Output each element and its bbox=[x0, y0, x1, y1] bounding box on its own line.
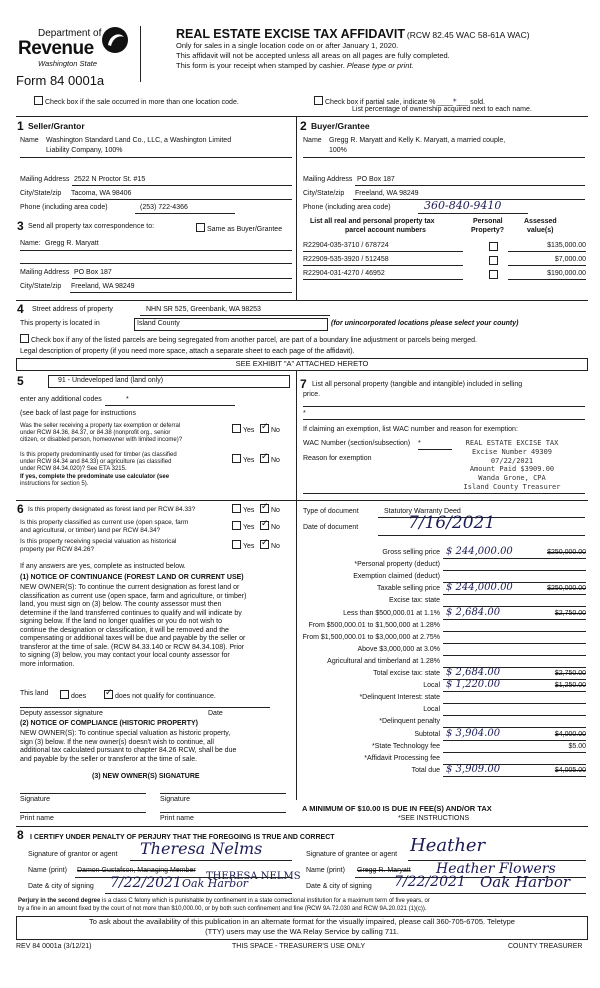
personal-property-value[interactable]: * bbox=[303, 410, 306, 417]
multi-location-checkbox[interactable]: Check box if the sale occurred in more than one location code. bbox=[34, 96, 239, 107]
calc-row-label: *Affidavit Processing fee bbox=[364, 754, 440, 762]
grantor-signature[interactable]: Theresa Nelms bbox=[140, 839, 263, 858]
minimum-due: A MINIMUM OF $10.00 IS DUE IN FEE(S) AND/OR TAX bbox=[302, 804, 492, 813]
owner-signature-2[interactable]: Signature bbox=[160, 796, 190, 803]
partial-sale-checkbox[interactable]: Check box if partial sale, indicate % ____*___ sold. bbox=[314, 96, 485, 107]
seller-mailing[interactable]: 2522 N Proctor St. #15 bbox=[74, 176, 146, 183]
parcel-row[interactable]: R22904-035-3710 / 678724 bbox=[303, 242, 389, 249]
section-3-number: 3 bbox=[17, 219, 24, 233]
legal-label: Legal description of property (if you need more space, attach a separate sheet to each page of the affidavit). bbox=[20, 348, 355, 355]
calc-row-original: $4,000.00 bbox=[554, 730, 586, 738]
q5-calculator-note: If yes, complete the predominate use calculator (see instructions for section 5). bbox=[20, 474, 170, 488]
correspondence-name[interactable]: Gregg R. Maryatt bbox=[45, 240, 99, 247]
seller-name-line2[interactable]: Liability Company, 100% bbox=[46, 147, 123, 154]
grantee-print-label: Name (print) bbox=[306, 867, 345, 874]
seller-mailing-label: Mailing Address bbox=[20, 176, 70, 183]
grantee-print-typed: Gregg R. Maryatt bbox=[357, 867, 411, 874]
this-land-label: This land bbox=[20, 690, 49, 697]
calc-row-original: $250,000.00 bbox=[547, 549, 586, 556]
exemption-label: If claiming an exemption, list WAC number and reason for exemption: bbox=[303, 426, 518, 433]
q6-forest-no[interactable]: ✓ No bbox=[260, 504, 280, 515]
seller-name-label: Name bbox=[20, 137, 39, 144]
doc-date-label: Date of document bbox=[303, 524, 359, 531]
calc-row-label: *Personal property (deduct) bbox=[354, 561, 440, 569]
parcel-personal-checkbox[interactable] bbox=[489, 242, 500, 253]
same-as-buyer-checkbox[interactable]: Same as Buyer/Grantee bbox=[196, 223, 282, 234]
calc-row-label: Excise tax: state bbox=[389, 597, 440, 605]
form-subtitle-2: This affidavit will not be accepted unless all areas on all pages are fully completed. bbox=[176, 51, 450, 60]
county-value: Island County bbox=[137, 320, 180, 327]
q6-current-use-yes[interactable]: Yes bbox=[232, 521, 254, 532]
calc-row-label: Taxable selling price bbox=[376, 585, 440, 593]
form-subtitle-1: Only for sales in a single location code on or after January 1, 2020. bbox=[176, 41, 399, 50]
q5-timber-yes[interactable]: Yes bbox=[232, 454, 254, 465]
q6-historic-yes[interactable]: Yes bbox=[232, 540, 254, 551]
calc-row-label: Gross selling price bbox=[382, 549, 440, 556]
buyer-phone-label: Phone (including area code) bbox=[303, 204, 391, 211]
buyer-name-line1[interactable]: Gregg R. Maryatt and Kelly K. Maryatt, a married couple, bbox=[329, 137, 506, 144]
calc-row-label: Less than $500,000.01 at 1.1% bbox=[343, 609, 440, 617]
parcels-col-value-2: value(s) bbox=[527, 227, 554, 234]
see-instructions: *SEE INSTRUCTIONS bbox=[398, 815, 470, 822]
calc-row-label: Total excise tax: state bbox=[373, 670, 440, 677]
calc-row-amount[interactable]: $ 2,684.00 bbox=[446, 667, 501, 678]
grantor-city[interactable]: Oak Harbor bbox=[182, 877, 249, 890]
grantor-signature-label: Signature of grantor or agent bbox=[28, 851, 118, 858]
q5-timber: Is this property predominantly used for timber (as classified under RCW 84.34 and 84.33) or agriculture (as classified under RCW 84.34.020)? See ETA 3215. bbox=[20, 452, 177, 473]
parcels-col-value-1: Assessed bbox=[524, 218, 557, 225]
correspondence-mailing[interactable]: PO Box 187 bbox=[74, 269, 112, 276]
calc-row-label: Agricultural and timberland at 1.28% bbox=[327, 657, 440, 665]
logo-subtitle: Washington State bbox=[38, 59, 98, 68]
section-8-number: 8 bbox=[17, 828, 24, 842]
grantor-print-label: Name (print) bbox=[28, 867, 67, 874]
revenue-logo-icon bbox=[100, 25, 130, 55]
located-label: This property is located in bbox=[20, 320, 100, 327]
calc-row-label: Local bbox=[423, 706, 440, 714]
parcel-row[interactable]: R22904-031-4270 / 46952 bbox=[303, 270, 385, 277]
calc-row-label: Subtotal bbox=[414, 730, 440, 738]
buyer-phone[interactable]: 360-840-9410 bbox=[424, 199, 502, 212]
reason-label: Reason for exemption bbox=[303, 455, 372, 462]
correspondence-city[interactable]: Freeland, WA 98249 bbox=[71, 283, 135, 290]
section-2-number: 2 bbox=[300, 119, 307, 133]
section-4-number: 4 bbox=[17, 302, 24, 316]
calc-row-amount[interactable]: $ 1,220.00 bbox=[446, 679, 501, 691]
calc-row-label: Above $3,000,000 at 3.0% bbox=[357, 645, 440, 653]
street-label: Street address of property bbox=[32, 306, 113, 313]
treasurer-stamp: REAL ESTATE EXCISE TAX Excise Number 49309 07/22/2021 Amount Paid $3909.00 Wanda Grone, CPA Island County Treasurer bbox=[463, 439, 561, 491]
any-yes-note: If any answers are yes, complete as instructed below. bbox=[20, 563, 186, 570]
parcel-value[interactable]: $135,000.00 bbox=[547, 242, 586, 249]
section-7-number: 7 bbox=[300, 377, 307, 391]
section-5-number: 5 bbox=[17, 374, 24, 388]
buyer-city-label: City/State/zip bbox=[303, 190, 345, 197]
parcel-personal-checkbox[interactable] bbox=[489, 270, 500, 281]
calc-row-original: $5.00 bbox=[568, 742, 586, 750]
correspondence-mailing-label: Mailing Address bbox=[20, 269, 70, 276]
calc-row-label: *Delinquent Interest: state bbox=[359, 694, 440, 702]
footer-county-treasurer: COUNTY TREASURER bbox=[508, 943, 583, 950]
q6-forest-yes[interactable]: Yes bbox=[232, 504, 254, 515]
footer-treasurer-space: THIS SPACE - TREASURER'S USE ONLY bbox=[232, 943, 366, 950]
logo-line1: Department of bbox=[38, 28, 102, 39]
buyer-city[interactable]: Freeland, WA 98249 bbox=[355, 190, 419, 197]
q5-exemption-yes[interactable]: Yes bbox=[232, 424, 254, 435]
certify-statement: I CERTIFY UNDER PENALTY OF PERJURY THAT THE FOREGOING IS TRUE AND CORRECT bbox=[30, 834, 335, 841]
street-address[interactable]: NHN SR 525, Greenbank, WA 98253 bbox=[146, 306, 261, 313]
seller-heading: Seller/Grantor bbox=[28, 121, 85, 131]
q6-historic: Is this property receiving special valuation as historical property per RCW 84.26? bbox=[20, 538, 177, 553]
perjury-notice: Perjury in the second degree is a class C felony which is punishable by confinement in a state correctional institution for a maximum term of five years, or by a fine in an amount fixed by the court of not more than $10,000.00, or by both such confinement and fine (RCW 9A.72.030 and RCW 9A.20.021 (1)(c)). bbox=[18, 898, 430, 912]
grantee-print-hand[interactable]: Heather Flowers bbox=[436, 861, 556, 877]
section-1-number: 1 bbox=[17, 119, 24, 133]
calc-row-amount[interactable]: $ 244,000.00 bbox=[446, 546, 513, 557]
q5-exemption: Was the seller receiving a property tax exemption or deferral under RCW 84.36, 84.37, or 84.38 (nonprofit org., senior citizen, or disabled person, homeowner with limited income)? bbox=[20, 423, 183, 444]
grantor-print-typed: Damon Gustafson, Managing Member bbox=[77, 867, 196, 874]
calc-row-amount[interactable]: $ 3,904.00 bbox=[446, 727, 501, 739]
parcel-value[interactable]: $190,000.00 bbox=[547, 270, 586, 277]
grantee-signature-label: Signature of grantee or agent bbox=[306, 851, 398, 858]
deputy-date-label: Date bbox=[208, 710, 223, 717]
segregated-checkbox[interactable]: Check box if any of the listed parcels are being segregated from another parcel, are part of a boundary line adjustment or parcels being merged. bbox=[20, 334, 477, 345]
notice2-title: (2) NOTICE OF COMPLIANCE (HISTORIC PROPERTY) bbox=[20, 720, 198, 727]
deputy-signature-label: Deputy assessor signature bbox=[20, 710, 103, 717]
footer-rev: REV 84 0001a (3/12/21) bbox=[16, 943, 92, 950]
grantee-signature[interactable]: Heather bbox=[410, 835, 486, 856]
calc-row-amount[interactable]: $ 3,909.00 bbox=[446, 763, 501, 775]
q6-current-use: Is this property classified as current use (open space, farm and agricultural, or timber) land per RCW 84.34? bbox=[20, 519, 189, 534]
grantor-date-label: Date & city of signing bbox=[28, 883, 94, 890]
owner-print-name-2[interactable]: Print name bbox=[160, 815, 194, 822]
form-id: Form 84 0001a bbox=[16, 73, 105, 88]
calc-row-amount[interactable]: $ 2,684.00 bbox=[446, 606, 501, 618]
accessibility-line-1: To ask about the availability of this publication in an alternate format for the visually impaired, please call 360-705-6705. Teletype bbox=[89, 917, 515, 926]
grantor-print-hand[interactable]: THERESA NELMS bbox=[206, 871, 301, 882]
see-back-note: (see back of last page for instructions bbox=[20, 410, 136, 417]
parcels-col-personal-2: Property? bbox=[471, 227, 505, 234]
parcels-heading-2: parcel account numbers bbox=[345, 227, 426, 234]
buyer-mailing[interactable]: PO Box 187 bbox=[357, 176, 395, 183]
q6-forest: Is this property designated as forest land per RCW 84.33? bbox=[28, 506, 196, 513]
seller-phone[interactable]: (253) 722-4366 bbox=[140, 204, 188, 211]
owner-signature-1[interactable]: Signature bbox=[20, 796, 50, 803]
q5-timber-no[interactable]: ✓ No bbox=[260, 454, 280, 465]
wac-value[interactable]: * bbox=[418, 440, 421, 447]
county-note: (for unincorporated locations please select your county) bbox=[331, 320, 519, 327]
section-6-number: 6 bbox=[17, 502, 24, 516]
new-owner-signature-title: (3) NEW OWNER(S) SIGNATURE bbox=[92, 773, 200, 780]
owner-print-name-1[interactable]: Print name bbox=[20, 815, 54, 822]
parcel-personal-checkbox[interactable] bbox=[489, 256, 500, 267]
calc-row-original: $250,000.00 bbox=[547, 585, 586, 593]
grantee-date[interactable]: 7/22/2021 bbox=[394, 874, 466, 890]
seller-city[interactable]: Tacoma, WA 98406 bbox=[71, 190, 132, 197]
personal-property-label-1: List all personal property (tangible and intangible) included in selling bbox=[312, 381, 523, 388]
doc-type[interactable]: Statutory Warranty Deed bbox=[384, 508, 461, 515]
calc-row-original: $2,750.00 bbox=[554, 609, 586, 617]
parcel-row[interactable]: R22909-535-3920 / 512458 bbox=[303, 256, 389, 263]
calc-row-label: Local bbox=[423, 682, 440, 690]
q6-historic-no[interactable]: ✓ No bbox=[260, 540, 280, 551]
grantee-city[interactable]: Oak Harbor bbox=[480, 873, 571, 891]
parcels-heading-1: List all real and personal property tax bbox=[310, 218, 435, 225]
correspondence-name-label: Name: bbox=[20, 240, 41, 247]
doc-date[interactable]: 7/16/2021 bbox=[408, 513, 496, 533]
additional-codes-label: enter any additional codes bbox=[20, 396, 102, 403]
use-code-value: 91 - Undeveloped land (land only) bbox=[58, 377, 164, 384]
calc-row-label: *Delinquent penalty bbox=[379, 718, 440, 726]
grantor-date[interactable]: 7/22/2021 bbox=[110, 875, 182, 891]
calc-row-label: From $500,000.01 to $1,500,000 at 1.28% bbox=[308, 621, 440, 629]
buyer-mailing-label: Mailing Address bbox=[303, 176, 353, 183]
q5-exemption-no[interactable]: ✓ No bbox=[260, 424, 280, 435]
calc-row-original: $1,250.00 bbox=[554, 682, 586, 690]
calc-row-amount[interactable]: $ 244,000.00 bbox=[446, 582, 513, 594]
grantee-date-label: Date & city of signing bbox=[306, 883, 372, 890]
seller-name-line1[interactable]: Washington Standard Land Co., LLC, a Washington Limited bbox=[46, 137, 232, 144]
logo-wordmark: Revenue bbox=[18, 38, 94, 59]
correspondence-city-label: City/State/zip bbox=[20, 283, 62, 290]
parcels-col-personal-1: Personal bbox=[473, 218, 503, 225]
calc-row-label: Total due bbox=[411, 766, 440, 774]
notice2-body: NEW OWNER(S): To continue special valuation as historic property, sign (3) below. If the new owner(s) doesn't wish to continue, all additional tax calculated pursuant to chapter 84.26 RCW, shall be due and payable by the seller or transferor at the time of sale. bbox=[20, 730, 237, 763]
calc-row-label: Exemption claimed (deduct) bbox=[353, 573, 440, 581]
buyer-heading: Buyer/Grantee bbox=[311, 121, 370, 131]
notice1-body: NEW OWNER(S): To continue the current designation as forest land or classification as current use (open space, farm and agriculture, or timber) land, you must sign on (3) below. The county assessor must then determine if the land transferred continues to qualify and will indicate by signing below. If the land no longer qualifies or you do not wish to continue the designation or classification, it will be removed and the compensating or additional taxes will be due and payable by the seller or transferor at the time of sale. (RCW 84.33.140 or RCW 84.34.108). Prior to signing (3) below, you may contact your local county assessor for more information. bbox=[20, 584, 247, 668]
legal-text: SEE EXHIBIT "A" ATTACHED HERETO bbox=[235, 359, 369, 368]
calc-row-label: From $1,500,000.01 to $3,000,000 at 2.75% bbox=[302, 633, 440, 641]
seller-phone-label: Phone (including area code) bbox=[20, 204, 108, 211]
correspondence-label: Send all property tax correspondence to: bbox=[28, 223, 155, 230]
form-title: REAL ESTATE EXCISE TAX AFFIDAVIT (RCW 82.45 WAC 58-61A WAC) bbox=[176, 27, 530, 41]
notice1-title: (1) NOTICE OF CONTINUANCE (FOREST LAND OR CURRENT USE) bbox=[20, 574, 244, 581]
buyer-name-line2[interactable]: 100% bbox=[329, 147, 347, 154]
calc-row-original: $4,005.00 bbox=[554, 766, 586, 774]
partial-note: List percentage of ownership acquired next to each name. bbox=[352, 106, 532, 113]
calc-row-original: $2,750.00 bbox=[554, 670, 586, 677]
land-does-not-checkbox[interactable]: ✓ does not qualify for continuance. bbox=[104, 690, 216, 701]
additional-codes[interactable]: * bbox=[126, 396, 129, 403]
land-does-checkbox[interactable]: does bbox=[60, 690, 86, 701]
form-subtitle-3: This form is your receipt when stamped by cashier. Please type or print. bbox=[176, 61, 414, 70]
buyer-name-label: Name bbox=[303, 137, 322, 144]
parcel-value[interactable]: $7,000.00 bbox=[554, 256, 586, 263]
accessibility-line-2: (TTY) users may use the WA Relay Service by calling 711. bbox=[205, 927, 399, 936]
q6-current-use-no[interactable]: ✓ No bbox=[260, 521, 280, 532]
doc-type-label: Type of document bbox=[303, 508, 359, 515]
personal-property-label-2: price. bbox=[303, 391, 321, 398]
calc-row-label: *State Technology fee bbox=[372, 742, 440, 750]
seller-city-label: City/State/zip bbox=[20, 190, 62, 197]
wac-label: WAC Number (section/subsection) bbox=[303, 440, 411, 447]
